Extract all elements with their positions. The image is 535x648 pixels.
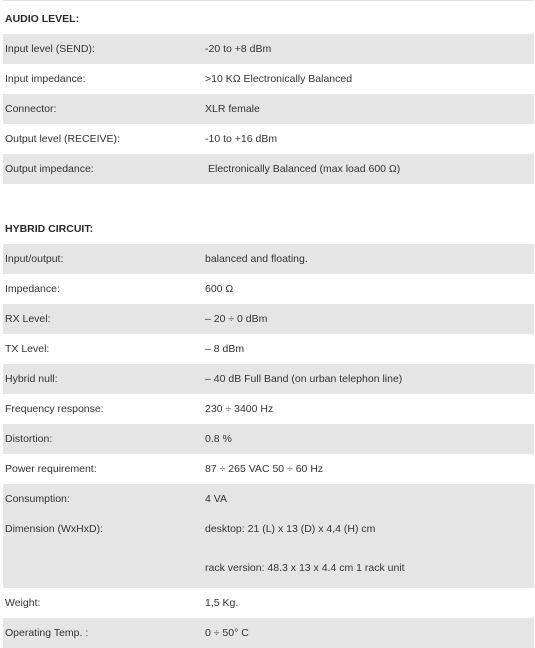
spec-table [3, 0, 534, 648]
spec-row-dimension [3, 514, 534, 588]
spec-label: Output impedance: [5, 163, 94, 175]
spec-row-output-level [3, 124, 534, 154]
spec-value: 0 ÷ 50° C [205, 627, 249, 639]
spec-row-input-output [3, 244, 534, 274]
spec-row-rx-level [3, 304, 534, 334]
spec-row-tx-level [3, 334, 534, 364]
section-title: HYBRID CIRCUIT: [5, 223, 94, 235]
spec-label: Impedance: [5, 283, 60, 295]
spec-value: >10 KΩ Electronically Balanced [205, 73, 353, 85]
spec-label: Frequency response: [5, 403, 104, 415]
spec-label: TX Level: [5, 343, 50, 355]
section-spacer [3, 184, 534, 214]
spec-label: Consumption: [5, 493, 70, 505]
spec-label: Input impedance: [5, 73, 86, 85]
spec-label: Dimension (WxHxD): [5, 523, 104, 535]
spec-label: Operating Temp. : [5, 627, 89, 639]
spec-value: XLR female [205, 103, 260, 115]
section-title: AUDIO LEVEL: [5, 13, 80, 25]
section-header-hybrid-circuit [3, 214, 534, 244]
spec-row-weight [3, 588, 534, 618]
spec-row-connector [3, 94, 534, 124]
spec-row-distortion [3, 424, 534, 454]
spec-label: Hybrid null: [5, 373, 58, 385]
spec-label: Distortion: [5, 433, 53, 445]
dimension-desktop: desktop: 21 (L) x 13 (D) x 4,4 (H) cm [205, 523, 376, 535]
section-header-audio-level [3, 4, 534, 34]
spec-row-hybrid-null [3, 364, 534, 394]
spec-value: – 8 dBm [205, 343, 245, 355]
spec-label: RX Level: [5, 313, 51, 325]
spec-value: 87 ÷ 265 VAC 50 ÷ 60 Hz [205, 463, 324, 475]
spec-value: 230 ÷ 3400 Hz [205, 403, 274, 415]
spec-value: – 40 dB Full Band (on urban telephon line) [205, 373, 403, 385]
spec-row-frequency-response [3, 394, 534, 424]
spec-row-consumption [3, 484, 534, 514]
spec-row-power-requirement [3, 454, 534, 484]
spec-value: 0.8 % [205, 433, 232, 445]
spec-value [205, 514, 534, 574]
spec-label: Power requirement: [5, 463, 97, 475]
spec-row-input-level [3, 34, 534, 64]
spec-value: 600 Ω [205, 283, 234, 295]
spec-value: 4 VA [205, 493, 227, 505]
spec-row-impedance [3, 274, 534, 304]
spec-label: Input level (SEND): [5, 43, 95, 55]
dimension-rack: rack version: 48.3 x 13 x 4.4 cm 1 rack unit [205, 562, 405, 574]
spec-label: Weight: [5, 597, 41, 609]
spec-value: -20 to +8 dBm [205, 43, 272, 55]
spec-row-operating-temp [3, 618, 534, 648]
spec-row-output-impedance [3, 154, 534, 184]
spec-label: Input/output: [5, 253, 64, 265]
spec-value: balanced and floating. [205, 253, 308, 265]
spec-label: Connector: [5, 103, 57, 115]
spec-value: -10 to +16 dBm [205, 133, 278, 145]
spec-label: Output level (RECEIVE): [5, 133, 120, 145]
spec-value: Electronically Balanced (max load 600 Ω) [208, 163, 401, 175]
spec-row-input-impedance [3, 64, 534, 94]
spec-value: – 20 ÷ 0 dBm [205, 313, 268, 325]
spec-value: 1,5 Kg. [205, 597, 239, 609]
